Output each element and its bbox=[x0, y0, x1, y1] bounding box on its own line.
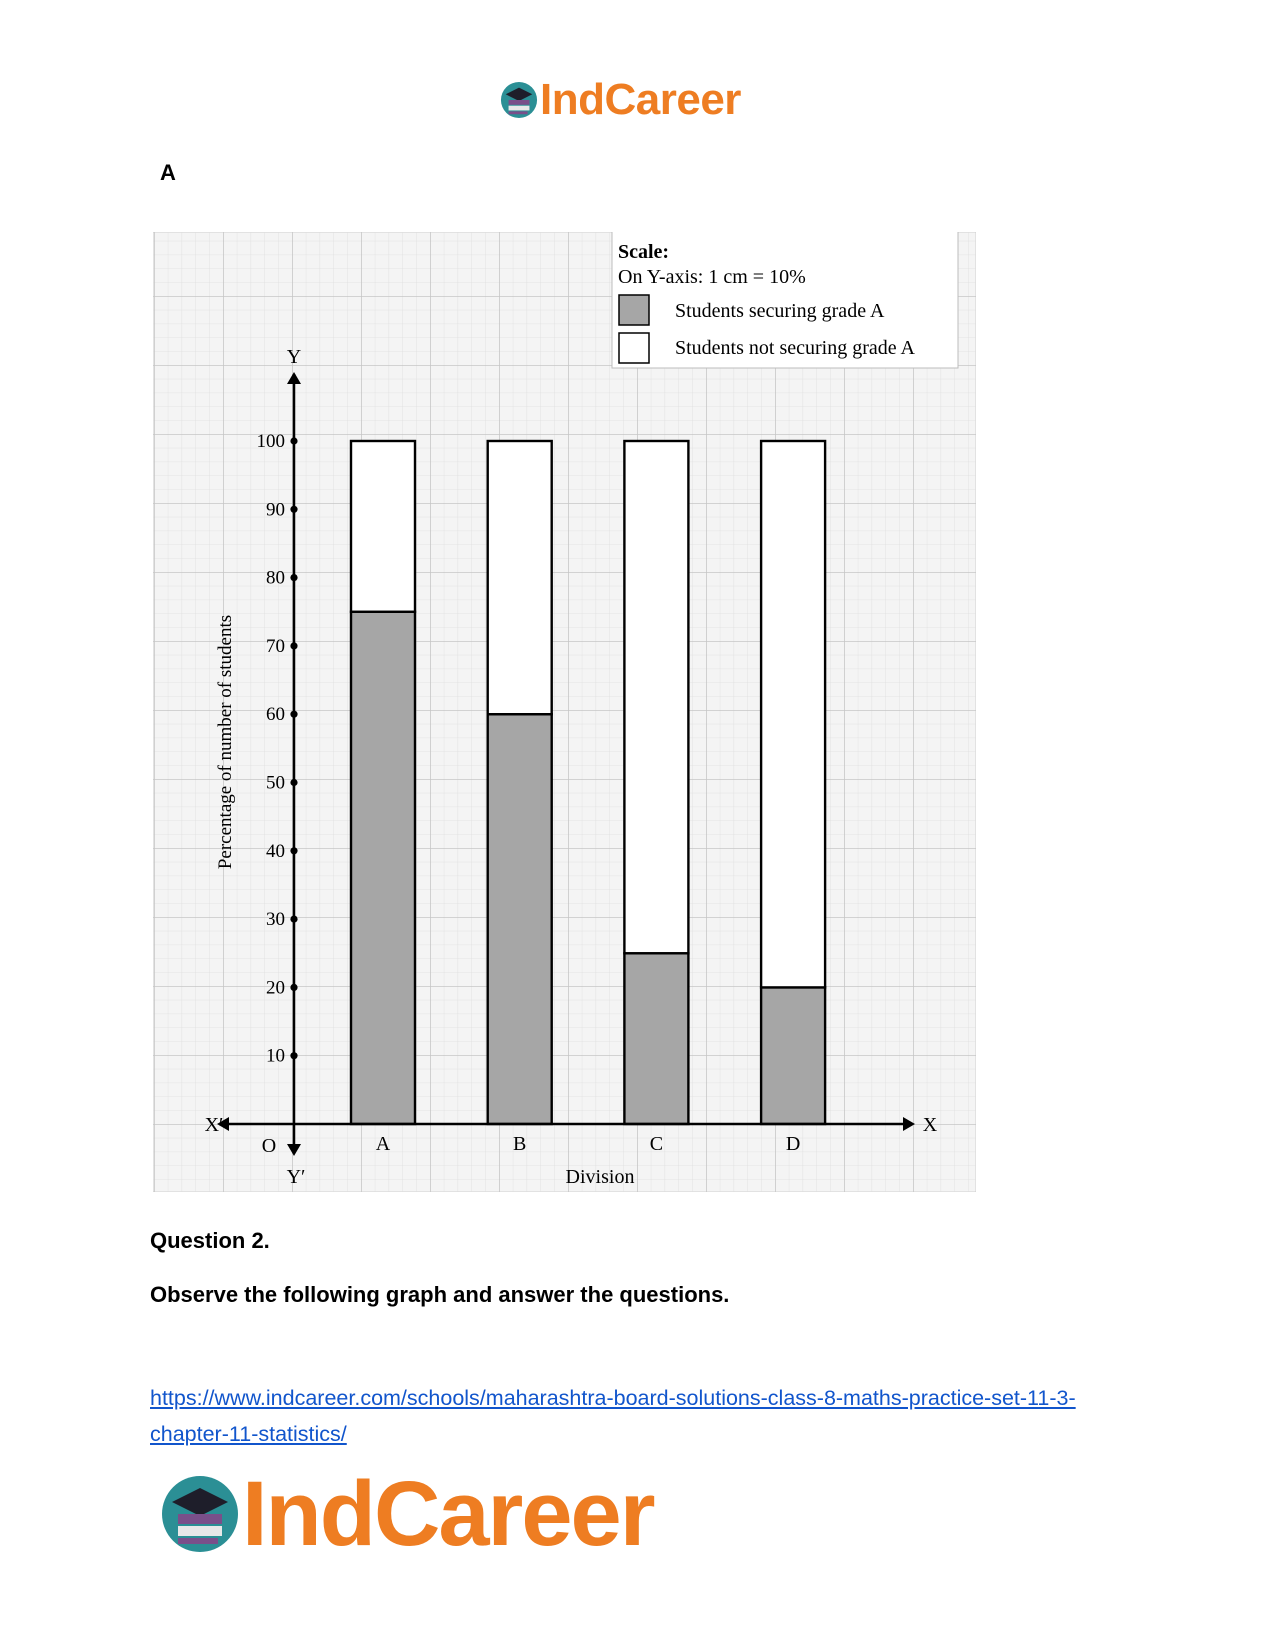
x-axis-title: Division bbox=[565, 1166, 635, 1188]
y-tick-label: 10 bbox=[266, 1045, 285, 1067]
legend-label-grade-a: Students securing grade A bbox=[675, 300, 885, 322]
y-tick-mark bbox=[290, 574, 297, 581]
y-tick-mark bbox=[290, 1052, 297, 1059]
scale-title: Scale: bbox=[618, 241, 670, 263]
bar-a-grade-a bbox=[351, 612, 415, 1124]
indcareer-logo-bottom bbox=[160, 1463, 654, 1565]
y-tick-label: 60 bbox=[266, 704, 285, 726]
x-tick-label: C bbox=[649, 1133, 664, 1155]
y-tick-label: 70 bbox=[266, 635, 285, 657]
y-tick-mark bbox=[290, 642, 297, 649]
y-tick-mark bbox=[290, 437, 297, 444]
bar-d-not-grade-a bbox=[761, 441, 825, 987]
legend-swatch-not-grade-a bbox=[619, 333, 649, 363]
y-tick-label: 40 bbox=[266, 840, 285, 862]
legend bbox=[612, 232, 958, 368]
x-tick-label: A bbox=[375, 1133, 391, 1155]
question-text: Observe the following graph and answer the questions. bbox=[150, 1282, 730, 1307]
stacked-bar-chart bbox=[153, 232, 976, 1197]
indcareer-emblem-icon bbox=[160, 1474, 240, 1554]
scale-text: On Y-axis: 1 cm = 10% bbox=[618, 266, 806, 288]
x-neg-axis-letter: X′ bbox=[204, 1114, 224, 1136]
bar-d-grade-a bbox=[761, 987, 825, 1124]
y-tick-mark bbox=[290, 711, 297, 718]
bar-b-grade-a bbox=[488, 714, 552, 1124]
indcareer-logo-top bbox=[500, 75, 741, 124]
y-neg-axis-letter: Y′ bbox=[286, 1166, 306, 1188]
y-tick-label: 30 bbox=[266, 909, 285, 931]
y-tick-label: 100 bbox=[256, 431, 285, 452]
y-tick-label: 20 bbox=[266, 977, 285, 999]
x-tick-label: B bbox=[513, 1133, 527, 1155]
answer-label: A bbox=[160, 160, 176, 185]
bar-a-not-grade-a bbox=[351, 441, 415, 612]
question-title: Question 2. bbox=[150, 1228, 270, 1253]
x-axis-letter: X bbox=[922, 1114, 938, 1136]
y-tick-mark bbox=[290, 847, 297, 854]
y-tick-label: 50 bbox=[266, 772, 285, 794]
brand-name: IndCareer bbox=[540, 75, 741, 124]
x-tick-label: D bbox=[785, 1133, 801, 1155]
bar-c-not-grade-a bbox=[624, 441, 688, 953]
brand-name: IndCareer bbox=[242, 1463, 654, 1565]
y-tick-mark bbox=[290, 779, 297, 786]
chart-svg bbox=[153, 232, 976, 1192]
source-link[interactable]: https://www.indcareer.com/schools/maharashtra-board-solutions-class-8-maths-practice-set-11-3-chapter-11-statistics/ bbox=[150, 1386, 1076, 1446]
indcareer-emblem-icon bbox=[500, 81, 538, 119]
y-tick-mark bbox=[290, 916, 297, 923]
y-tick-mark bbox=[290, 506, 297, 513]
origin-label: O bbox=[261, 1135, 277, 1157]
y-axis-letter: Y bbox=[286, 346, 302, 368]
y-tick-label: 90 bbox=[266, 499, 285, 521]
bar-c-grade-a bbox=[624, 953, 688, 1124]
y-tick-label: 80 bbox=[266, 567, 285, 589]
bar-b-not-grade-a bbox=[488, 441, 552, 714]
legend-swatch-grade-a bbox=[619, 295, 649, 325]
y-tick-mark bbox=[290, 984, 297, 991]
y-axis-title: Percentage of number of students bbox=[215, 614, 236, 870]
legend-label-not-grade-a: Students not securing grade A bbox=[675, 337, 915, 359]
